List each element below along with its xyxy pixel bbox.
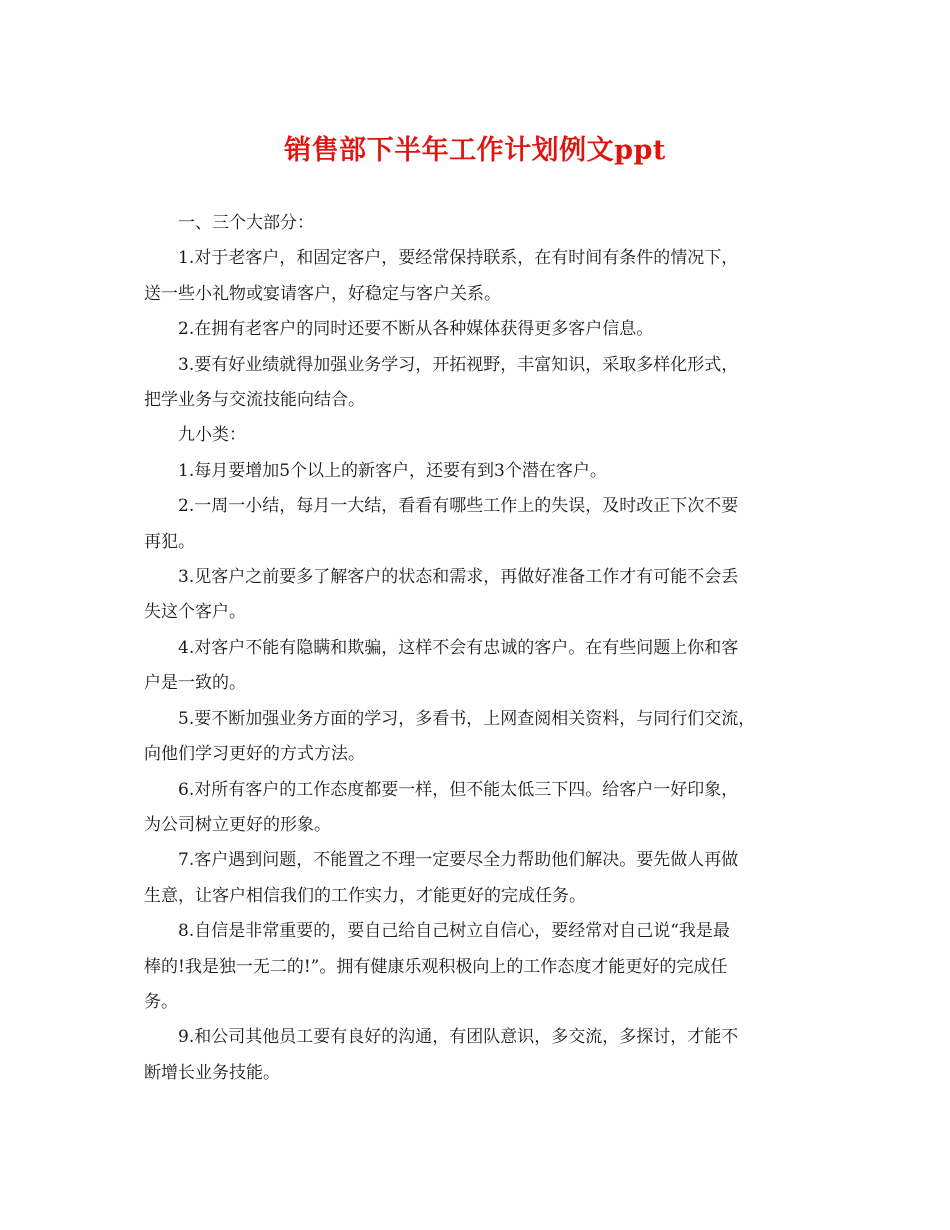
paragraph-item: 2.一周一小结，每月一大结，看看有哪些工作上的失误，及时改正下次不要 再犯。: [144, 496, 739, 552]
paragraph-item: 2.在拥有老客户的同时还要不断从各种媒体获得更多客户信息。: [178, 319, 654, 340]
document-title: 销售部下半年工作计划例文ppt: [284, 135, 666, 166]
paragraph-item: 6.对所有客户的工作态度都要一样，但不能太低三下四。给客户一好印象， 为公司树立更好的形象。: [144, 779, 739, 835]
paragraph-item: 1.对于老客户，和固定客户，要经常保持联系，在有时间有条件的情况下， 送一些小礼物或宴请客户，好稳定与客户关系。: [144, 248, 739, 304]
paragraph-item: 4.对客户不能有隐瞒和欺骗，这样不会有忠诚的客户。在有些问题上你和客 户是一致的。: [144, 637, 739, 694]
paragraph-item: 3.要有好业绩就得加强业务学习，开拓视野，丰富知识，采取多样化形式， 把学业务与交流技能向结合。: [144, 354, 739, 411]
section-heading-three-parts: 一、三个大部分：: [178, 213, 314, 233]
paragraph-item: 8.自信是非常重要的，要自己给自己树立自信心，要经常对自己说“我是最 棒的!我是独一无二的!”。拥有健康乐观积极向上的工作态度才能更好的完成任 务。: [144, 921, 730, 1012]
paragraph-item: 3.见客户之前要多了解客户的状态和需求，再做好准备工作才有可能不会丢 失这个客户。: [144, 567, 739, 623]
document-body: [144, 206, 808, 1091]
paragraph-item: 7.客户遇到问题，不能置之不理一定要尽全力帮助他们解决。要先做人再做 生意，让客户相信我们的工作实力，才能更好的完成任务。: [144, 850, 739, 906]
paragraph-item: 9.和公司其他员工要有良好的沟通，有团队意识，多交流，多探讨，才能不 断增长业务技能。: [144, 1027, 739, 1083]
section-heading-nine-types: 九小类：: [178, 425, 246, 446]
paragraph-item: 1.每月要增加5个以上的新客户，还要有到3个潜在客户。: [178, 460, 607, 481]
paragraph-item: 5.要不断加强业务方面的学习，多看书，上网查阅相关资料，与同行们交流， 向他们学习更好的方式方法。: [144, 708, 756, 765]
